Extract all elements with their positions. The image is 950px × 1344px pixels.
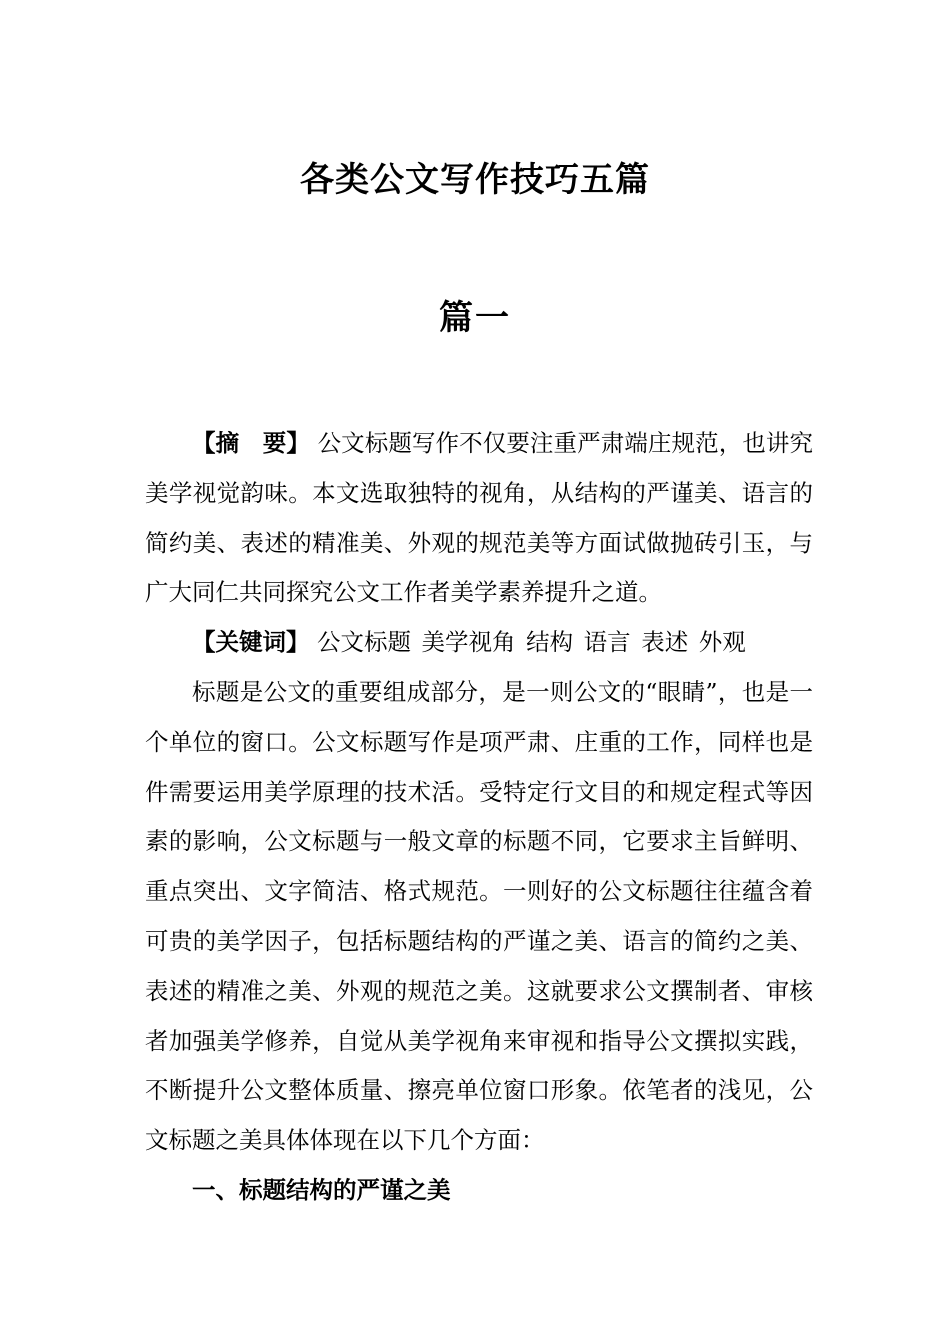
keyword-item: 表述 [641,628,689,657]
abstract-text: 公文标题写作不仅要注重严肃端庄规范，也讲究美学视觉韵味。本文选取独特的视角，从结构的严谨美、语言的简约美、表述的精准美、外观的规范美等方面试做抛砖引玉，与广大同仁共同探究公文工作者美学素养提升之道。 [145,429,813,607]
keyword-item: 结构 [526,628,574,657]
keyword-item: 公文标题 [316,628,411,657]
abstract-label: 【摘 要】 [192,429,310,457]
section-title: 篇一 [439,298,511,338]
body-paragraph: 标题是公文的重要组成部分，是一则公文的“眼睛”，也是一个单位的窗口。公文标题写作是项严肃、庄重的工作，同样也是件需要运用美学原理的技术活。受特定行文目的和规定程式等因素的影响，公文标题与一般文章的标题不同，它要求主旨鲜明、重点突出、文字简洁、格式规范。一则好的公文标题往往蕴含着可贵的美学因子，包括标题结构的严谨之美、语言的简约之美、表述的精准之美、外观的规范之美。这就要求公文撰制者、审核者加强美学修养，自觉从美学视角来审视和指导公文撰拟实践，不断提升公文整体质量、擦亮单位窗口形象。依笔者的浅见，公文标题之美具体体现在以下几个方面： [145,677,813,1155]
document-body [145,419,813,1216]
document-title: 各类公文写作技巧五篇 [300,160,650,200]
keyword-item: 美学视角 [421,628,516,657]
keywords-paragraph [145,618,813,668]
keyword-item: 语言 [583,628,631,657]
keywords-label: 【关键词】 [192,628,310,657]
keyword-item: 外观 [698,628,746,657]
abstract-paragraph [145,419,813,618]
section-heading: 一、标题结构的严谨之美 [192,1175,451,1204]
